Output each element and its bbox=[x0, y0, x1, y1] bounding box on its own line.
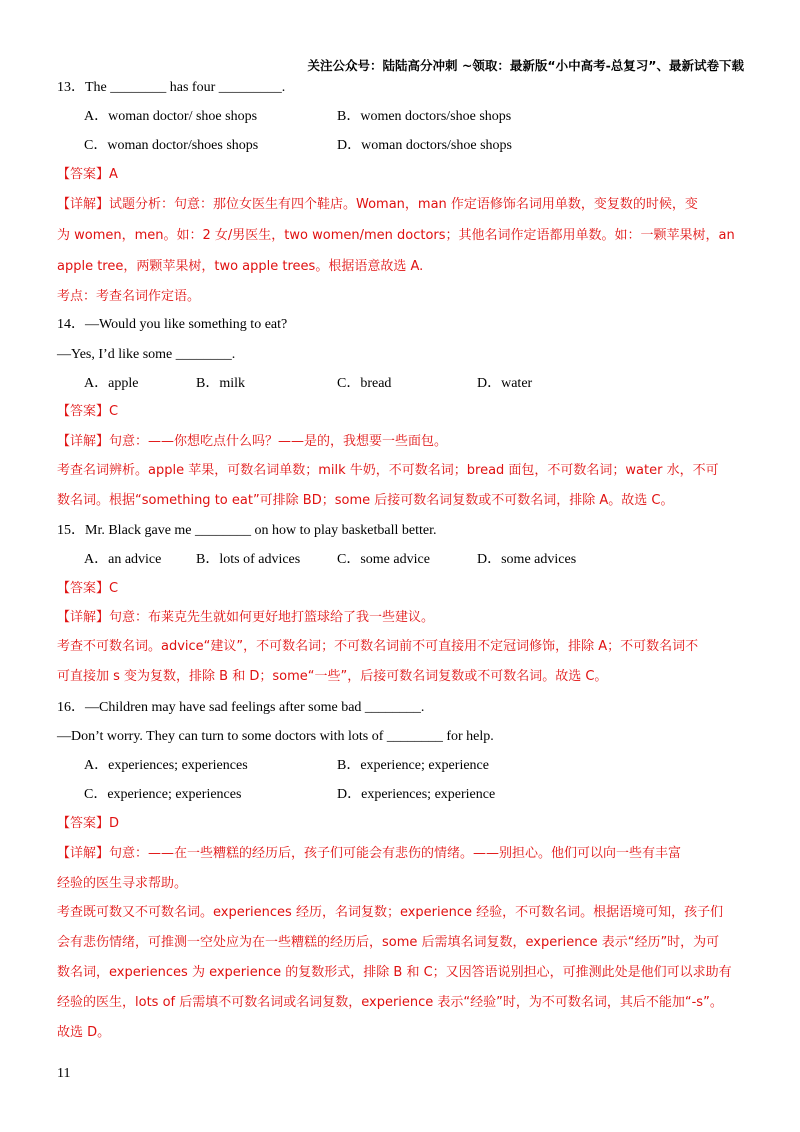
q15-detail-2: 考查不可数名词。advice“建议”，不可数名词；不可数名词前不可直接用不定冠词修饰，排除 A；不可数名词不 bbox=[57, 639, 699, 654]
q16-detail-5: 数名词，experiences 为 experience 的复数形式，排除 B 和 C；又因答语说别担心，可推测此处是他们可以求助有 bbox=[57, 965, 732, 980]
q14-option-c: C．bread bbox=[337, 376, 392, 391]
q15-option-d: D．some advices bbox=[477, 552, 577, 567]
q16-option-c: C．experience; experiences bbox=[84, 787, 242, 802]
q15-option-a: A．an advice bbox=[84, 552, 162, 567]
q13-option-a: A．woman doctor/ shoe shops bbox=[84, 109, 258, 124]
q16-detail-7: 故选 D。 bbox=[57, 1025, 111, 1040]
q16-answer: 【答案】D bbox=[57, 816, 120, 831]
q14-stem-2: —Yes, I’d like some ________. bbox=[57, 347, 236, 362]
q14-detail-2: 考查名词辨析。apple 苹果，可数名词单数；milk 牛奶，不可数名词；bread 面包，不可数名词；water 水，不可 bbox=[57, 463, 719, 478]
q16-option-d: D．experiences; experience bbox=[337, 787, 496, 802]
q16-stem-2: —Don’t worry. They can turn to some doctors with lots of ________ for help. bbox=[57, 729, 494, 744]
q14-option-a: A．apple bbox=[84, 376, 139, 391]
q15-answer: 【答案】C bbox=[57, 581, 119, 596]
q16-detail-6: 经验的医生，lots of 后需填不可数名词或名词复数，experience 表示“经验”时，为不可数名词，其后不能加“-s”。 bbox=[57, 995, 723, 1010]
q14-answer: 【答案】C bbox=[57, 404, 119, 419]
q15-option-b: B．lots of advices bbox=[196, 552, 301, 567]
q13-detail-2: 为 women，men。如：2 女/男医生，two women/men doctors；其他名词作定语都用单数。如：一颗苹果树，an bbox=[57, 228, 735, 243]
q15-stem: 15．Mr. Black gave me ________ on how to play basketball better. bbox=[57, 523, 437, 538]
page-header: 关注公众号：陆陆高分冲刺 ~领取：最新版“小中高考-总复习”、最新试卷下载 bbox=[307, 58, 744, 73]
q16-detail-2: 经验的医生寻求帮助。 bbox=[57, 876, 188, 891]
q16-detail-1: 【详解】句意：——在一些糟糕的经历后，孩子们可能会有悲伤的情绪。——别担心。他们可以向一些有丰富 bbox=[57, 846, 682, 861]
q16-stem-1: 16．—Children may have sad feelings after some bad ________. bbox=[57, 700, 425, 715]
q13-detail-3: apple tree，两颗苹果树，two apple trees。根据语意故选 A. bbox=[57, 259, 424, 274]
q16-option-a: A．experiences; experiences bbox=[84, 758, 248, 773]
q14-option-d: D．water bbox=[477, 376, 533, 391]
q15-option-c: C．some advice bbox=[337, 552, 430, 567]
q16-option-b: B．experience; experience bbox=[337, 758, 489, 773]
page-number: 11 bbox=[57, 1066, 71, 1081]
q13-detail-1: 【详解】试题分析：句意：那位女医生有四个鞋店。Woman，man 作定语修饰名词用单数，变复数的时候，变 bbox=[57, 197, 698, 212]
q13-option-d: D．woman doctors/shoe shops bbox=[337, 138, 512, 153]
q14-option-b: B．milk bbox=[196, 376, 246, 391]
q16-detail-4: 会有悲伤情绪，可推测一空处应为在一些糟糕的经历后，some 后需填名词复数，experience 表示“经历”时，为可 bbox=[57, 935, 720, 950]
q14-stem-1: 14．—Would you like something to eat? bbox=[57, 317, 288, 332]
q14-detail-1: 【详解】句意：——你想吃点什么吗？——是的，我想要一些面包。 bbox=[57, 434, 448, 449]
q13-option-c: C．woman doctor/shoes shops bbox=[84, 138, 259, 153]
q15-detail-1: 【详解】句意：布莱克先生就如何更好地打篮球给了我一些建议。 bbox=[57, 610, 435, 625]
q16-detail-3: 考查既可数又不可数名词。experiences 经历，名词复数；experience 经验，不可数名词。根据语境可知，孩子们 bbox=[57, 905, 724, 920]
q15-detail-3: 可直接加 s 变为复数，排除 B 和 D；some“一些”，后接可数名词复数或不可数名词。故选 C。 bbox=[57, 669, 608, 684]
q13-answer: 【答案】A bbox=[57, 167, 118, 182]
q13-point: 考点：考查名词作定语。 bbox=[57, 289, 201, 304]
q14-detail-3: 数名词。根据“something to eat”可排除 BD；some 后接可数名词复数或不可数名词，排除 A。故选 C。 bbox=[57, 493, 674, 508]
q13-option-b: B．women doctors/shoe shops bbox=[337, 109, 512, 124]
q13-stem: 13．The ________ has four _________. bbox=[57, 80, 286, 95]
